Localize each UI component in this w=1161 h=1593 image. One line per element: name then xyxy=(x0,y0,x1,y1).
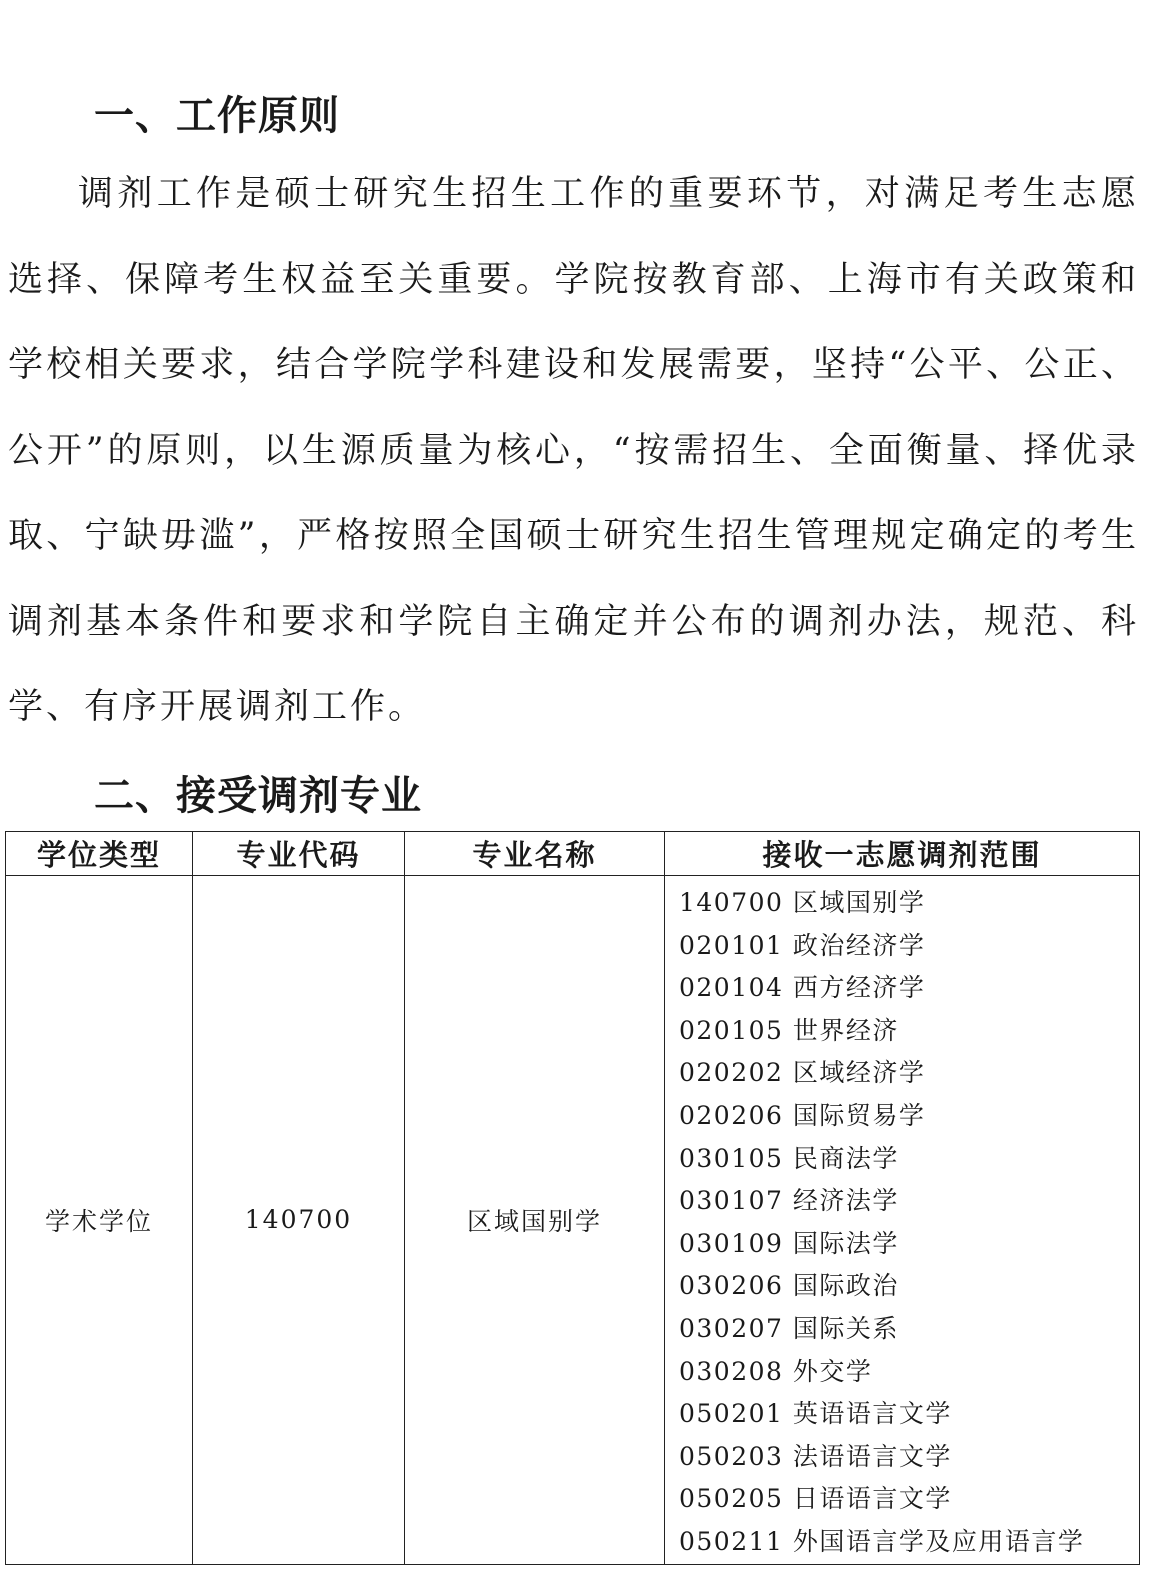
header-degree-type: 学位类型 xyxy=(6,832,193,876)
header-major-name: 专业名称 xyxy=(405,832,665,876)
cell-major-code: 140700 xyxy=(193,876,405,1565)
range-item: 020104 西方经济学 xyxy=(679,973,926,1003)
range-item: 030107 经济法学 xyxy=(679,1186,899,1216)
range-item: 030109 国际法学 xyxy=(679,1228,899,1258)
cell-degree-type: 学术学位 xyxy=(6,876,193,1565)
work-principles-paragraph: 调剂工作是硕士研究生招生工作的重要环节，对满足考生志愿选择、保障考生权益至关重要。学院按教育部、上海市有关政策和学校相关要求，结合学院学科建设和发展需要，坚持“公平、公正、公开”的原则，以生源质量为核心，“按需招生、全面衡量、择优录取、宁缺毋滥”，严格按照全国硕士研究生招生管理规定确定的考生调剂基本条件和要求和学院自主确定并公布的调剂办法，规范、科学、有序开展调剂工作。 xyxy=(8,174,1139,727)
range-item: 030208 外交学 xyxy=(679,1356,873,1386)
range-item: 020101 政治经济学 xyxy=(679,930,926,960)
section-heading-work-principles: 一、工作原则 xyxy=(94,93,340,139)
range-item: 140700 区域国别学 xyxy=(679,888,926,917)
range-item: 030206 国际政治 xyxy=(679,1271,899,1301)
header-major-code: 专业代码 xyxy=(193,832,405,876)
range-item: 030105 民商法学 xyxy=(679,1143,899,1173)
table-row xyxy=(6,876,1140,1565)
table-header-row xyxy=(6,832,1140,876)
section-heading-accepted-majors: 二、接受调剂专业 xyxy=(94,773,422,819)
range-item: 030207 国际关系 xyxy=(679,1313,899,1343)
range-item: 050203 法语语言文学 xyxy=(679,1441,952,1471)
range-item: 050201 英语语言文学 xyxy=(679,1399,952,1429)
adjustment-majors-table xyxy=(5,831,1140,1565)
range-item: 050211 外国语言学及应用语言学 xyxy=(679,1526,1085,1556)
range-item: 020206 国际贸易学 xyxy=(679,1100,926,1130)
range-item: 020202 区域经济学 xyxy=(679,1058,926,1088)
range-item: 020105 世界经济 xyxy=(679,1015,899,1045)
header-accepted-range: 接收一志愿调剂范围 xyxy=(665,832,1140,876)
cell-accepted-range xyxy=(665,876,1140,1565)
range-item: 050205 日语语言文学 xyxy=(679,1484,952,1514)
cell-major-name: 区域国别学 xyxy=(405,876,665,1565)
